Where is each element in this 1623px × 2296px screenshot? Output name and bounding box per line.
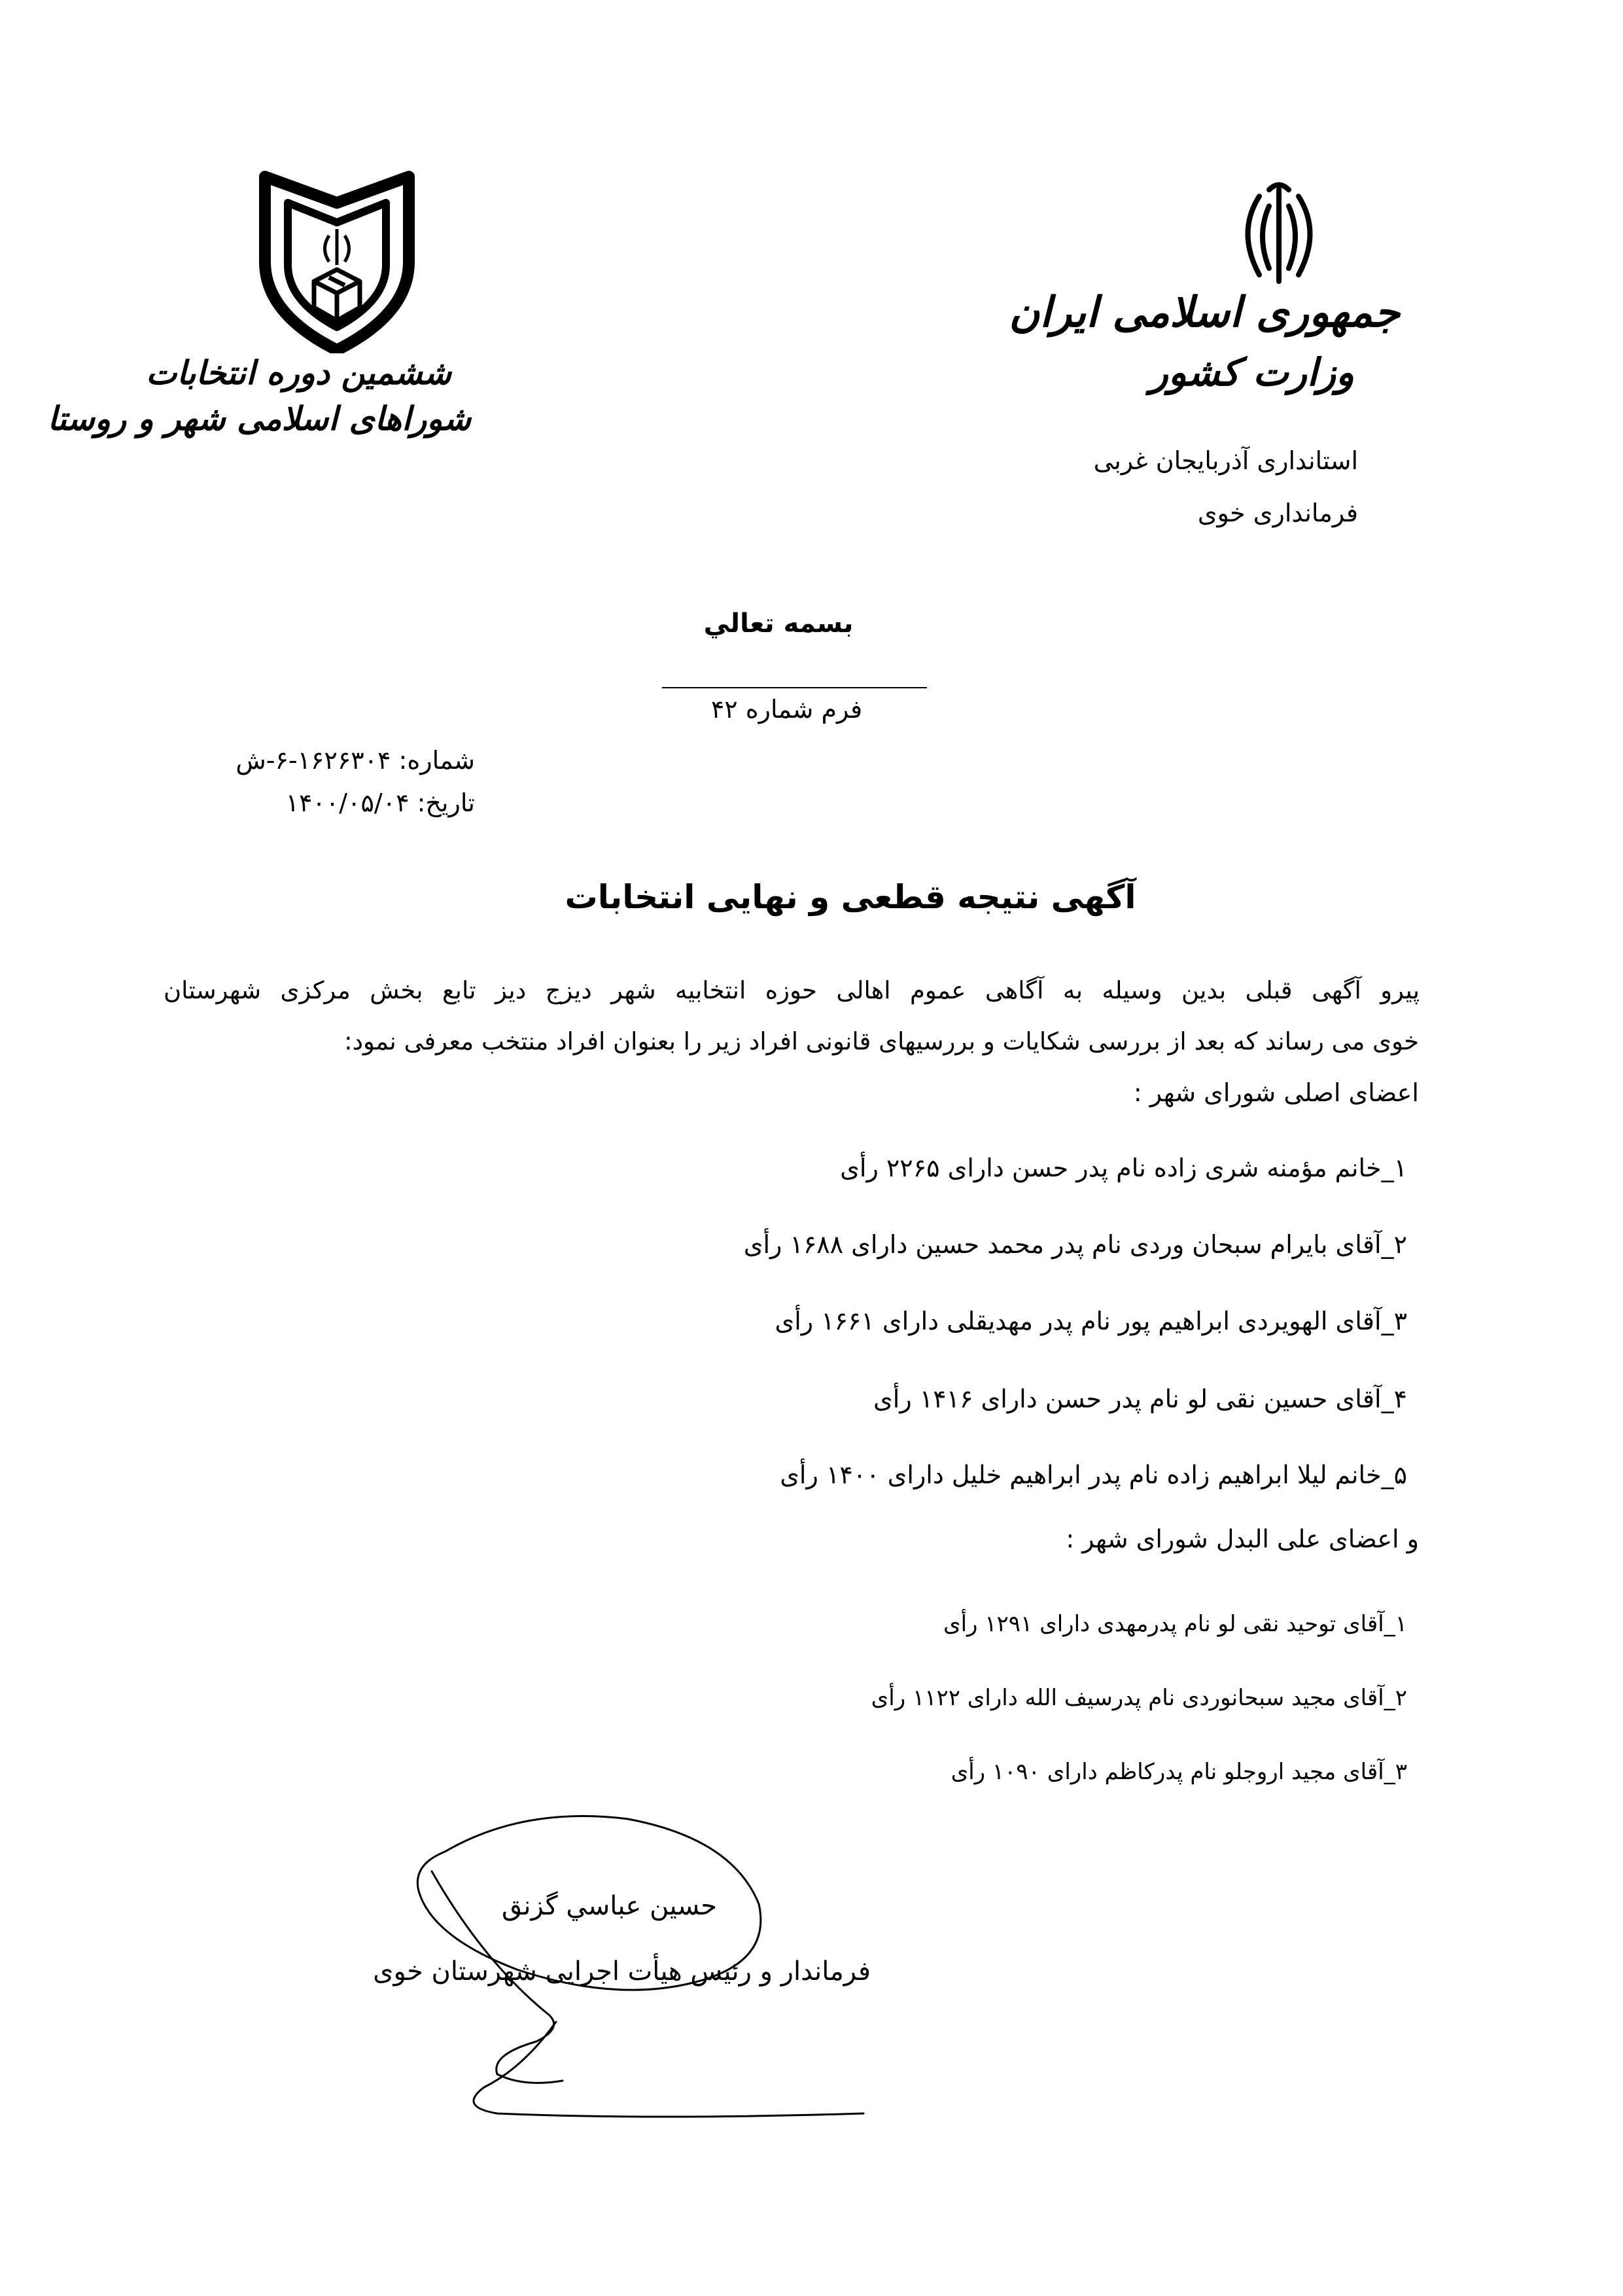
ministry-text: وزارت کشور — [1149, 350, 1354, 395]
election-logo — [47, 164, 471, 465]
letter-date: تاریخ: ۱۴۰۰/۰۵/۰۴ — [285, 788, 475, 817]
main-member-1: ۱_خانم مؤمنه شری زاده نام پدر حسن دارای ۲۲۶۵ رأی — [840, 1154, 1407, 1182]
form-number: فرم شماره ۴۲ — [710, 695, 863, 724]
main-members-heading: اعضای اصلی شورای شهر : — [1133, 1078, 1419, 1107]
letter-number: شماره: ۱۶۲۶۳۰۴-۶-ش — [236, 746, 475, 775]
alternate-member-3: ۳_آقای مجید اروجلو نام پدرکاظم دارای ۱۰۹۰ رأی — [951, 1759, 1407, 1785]
main-member-2: ۲_آقای بایرام سبحان وردی نام پدر محمد حسین دارای ۱۶۸۸ رأی — [743, 1230, 1407, 1259]
ballot-box-emblem-icon — [252, 164, 422, 353]
governorate-name: فرمانداری خوی — [1197, 499, 1358, 527]
signatory-position: فرماندار و رئیس هیأت اجرایی شهرستان خوی — [373, 1956, 871, 1987]
signatory-name: حسین عباسي گزنق — [502, 1891, 717, 1921]
province-name: استانداری آذربایجان غربی — [1093, 446, 1358, 475]
main-member-3: ۳_آقای الهویردی ابراهیم پور نام پدر مهدیقلی دارای ۱۶۶۱ رأی — [775, 1307, 1407, 1335]
main-member-4: ۴_آقای حسین نقی لو نام پدر حسن دارای ۱۴۱۶ رأی — [873, 1385, 1407, 1413]
alternate-members-heading: و اعضای علی البدل شورای شهر : — [1066, 1525, 1419, 1553]
election-logo-line1: ششمین دوره انتخابات — [146, 353, 451, 392]
main-member-5: ۵_خانم لیلا ابراهیم زاده نام پدر ابراهیم خلیل دارای ۱۴۰۰ رأی — [780, 1460, 1407, 1489]
alternate-member-2: ۲_آقای مجید سبحانوردی نام پدرسیف الله دارای ۱۱۲۲ رأی — [871, 1685, 1407, 1711]
alternate-member-1: ۱_آقای توحید نقی لو نام پدرمهدی دارای ۱۲۹۱ رأی — [943, 1611, 1407, 1637]
notice-body-line2: خوی می رساند که بعد از بررسی شکایات و بررسیهای قانونی افراد زیر را بعنوان افراد منتخب معرفی نمود: — [344, 1027, 1419, 1055]
notice-title: آگهی نتیجه قطعی و نهایی انتخابات — [565, 878, 1136, 916]
notice-body-line1: پیرو آگهی قبلی بدین وسیله به آگاهی عموم اهالی حوزه انتخابیه شهر دیزج دیز تابع بخش مرکزی شهرستان — [164, 976, 1420, 1004]
election-logo-line2: شوراهای اسلامی شهر و روستا — [47, 399, 471, 438]
ministry-logo — [1009, 177, 1400, 425]
basmala: بسمه تعالي — [703, 609, 854, 639]
iran-emblem-icon — [1233, 177, 1325, 288]
republic-text: جمهوری اسلامی ایران — [1009, 288, 1400, 337]
form-number-rule — [662, 687, 927, 688]
